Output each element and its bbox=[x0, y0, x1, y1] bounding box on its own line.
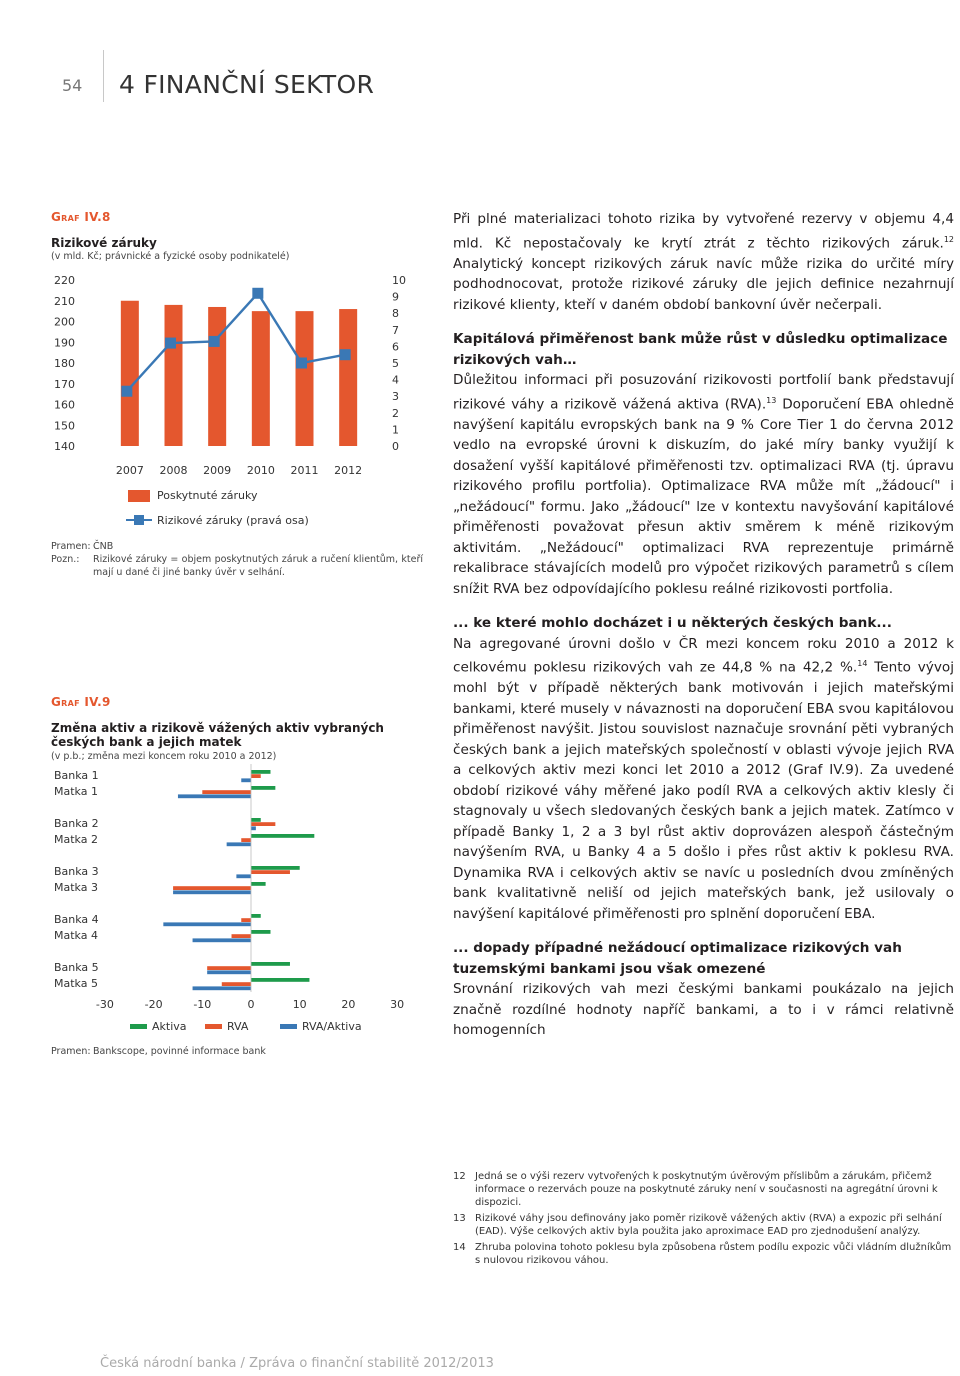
change-bar bbox=[241, 838, 251, 842]
graf1-label: Graf IV.8 bbox=[51, 210, 111, 224]
risk-guarantee-marker bbox=[296, 358, 307, 369]
y-tick-label: 220 bbox=[54, 274, 75, 287]
y-tick-label: 150 bbox=[54, 419, 75, 433]
risk-guarantee-marker bbox=[121, 386, 132, 397]
legend-label: Aktiva bbox=[152, 1020, 187, 1033]
x-tick-label: 20 bbox=[341, 998, 356, 1011]
graf2-source: Bankscope, povinné informace bank bbox=[93, 1046, 266, 1057]
x-tick-label: 2011 bbox=[290, 464, 319, 477]
change-bar bbox=[163, 922, 251, 926]
footnote-14: 14 Zhruba polovina tohoto poklesu byla způsobena růstem podílu expozic vůči vládním dlužníkům s nulovou rizikovou váhou. bbox=[453, 1242, 952, 1266]
change-bar bbox=[207, 970, 251, 974]
change-bar bbox=[241, 778, 251, 782]
bank-category-label: Matka 5 bbox=[54, 977, 98, 990]
bank-category-label: Matka 1 bbox=[54, 785, 98, 798]
graf2-subtitle: (v p.b.; změna mezi koncem roku 2010 a 2012) bbox=[51, 751, 277, 762]
change-bar bbox=[251, 834, 314, 838]
bank-category-label: Banka 3 bbox=[54, 865, 99, 878]
footnote-12: 12 Jedná se o výši rezerv vytvořených k poskytnutým úvěrovým příslibům a zárukám, přičemž informace o rezervách pouze na poskytnuté záruky není v současnosti na agregátní úrovni k dispozici. bbox=[453, 1171, 938, 1208]
bank-category-label: Banka 1 bbox=[54, 769, 99, 782]
change-bar bbox=[173, 886, 251, 890]
legend-swatch bbox=[280, 1024, 297, 1029]
change-bar bbox=[193, 986, 251, 990]
section-title: 4 FINANČNÍ SEKTOR bbox=[119, 70, 375, 99]
change-bar bbox=[193, 938, 251, 942]
rva-change-chart bbox=[40, 760, 420, 1018]
guarantee-bar bbox=[165, 305, 183, 446]
graf1-subtitle: (v mld. Kč; právnické a fyzické osoby podnikatelé) bbox=[51, 251, 290, 262]
y-tick-label: 210 bbox=[54, 294, 75, 308]
x-tick-label: -30 bbox=[95, 998, 114, 1011]
change-bar bbox=[251, 870, 290, 874]
paragraph-4: Srovnání rizikových vah mezi českými bankami poukázalo na jejich značně rozdílné hodnoty napříč bankami, a to i v rámci relativně homogenních bbox=[453, 981, 954, 1039]
change-bar bbox=[251, 774, 261, 778]
change-bar bbox=[202, 790, 251, 794]
legend-swatch bbox=[130, 1024, 147, 1029]
y-tick-label: 170 bbox=[54, 377, 75, 391]
change-bar bbox=[251, 962, 290, 966]
bank-category-label: Matka 4 bbox=[54, 929, 98, 942]
y2-tick-label: 2 bbox=[392, 406, 399, 420]
change-bar bbox=[251, 978, 309, 982]
change-bar bbox=[227, 842, 251, 846]
graf2-label: Graf IV.9 bbox=[51, 695, 111, 709]
legend-item bbox=[130, 1020, 187, 1033]
paragraph-2: Důležitou informaci při posuzování rizikovosti portfolií bank představují rizikové váhy a rizikově vážená aktiva (RVA).$^{13}$ Doporučení EBA ohledně navýšení kapitálu evropských bank na 9 % Core Tier 1 do června 2012 vedlo na evropské úrovni k diskuzím, do jaké míry banky využijí k dosažení vyšší kapitálové přiměřenosti tzv. optimalizaci RVA (tj. úpravu rizikového profilu portfolia). Optimalizace RVA může mít „žádoucí" i „nežádoucí" formu. Jako „žádoucí" lze v kontextu navyšování kapitálové přiměřenosti považovat přesun aktiv směrem k méně rizikovým aktivitám. „Nežádoucí" optimalizaci RVA reprezentuje primárně rekalibrace stávajících modelů pro výpočet rizikových parametrů s cílem snížit RVA bez odpovídajícího poklesu reálné rizikovosti portfolia. bbox=[453, 372, 954, 597]
y2-tick-label: 1 bbox=[392, 423, 399, 437]
y2-tick-label: 4 bbox=[392, 373, 399, 387]
legend-label: RVA bbox=[227, 1020, 249, 1033]
change-bar bbox=[251, 818, 261, 822]
bank-category-label: Banka 4 bbox=[54, 913, 99, 926]
change-bar bbox=[251, 786, 275, 790]
y2-tick-label: 8 bbox=[392, 307, 399, 321]
graf2-title: Změna aktiv a rizikově vážených aktiv vybraných českých bank a jejich matek bbox=[51, 721, 384, 749]
graf1-note: Rizikové záruky = objem poskytnutých záruk a ručení klientům, kteří mají u dané či jiné banky úvěr v selhání. bbox=[93, 554, 423, 578]
change-bar bbox=[173, 890, 251, 894]
legend-bar-label: Poskytnuté záruky bbox=[157, 489, 258, 502]
y-tick-label: 160 bbox=[54, 398, 75, 412]
header-divider bbox=[103, 50, 104, 102]
legend-line-swatch bbox=[126, 513, 152, 527]
graf1-source-label: Pramen: bbox=[51, 541, 91, 552]
change-bar bbox=[251, 930, 270, 934]
footnote-13: 13 Rizikové váhy jsou definovány jako poměr rizikově vážených aktiv (RVA) a expozic při selhání (EAD). Výše celkových aktiv byla použita jako aproximace EAD pro zjednodušení analýzy. bbox=[453, 1213, 942, 1237]
bank-category-label: Banka 2 bbox=[54, 817, 99, 830]
change-bar bbox=[251, 882, 266, 886]
bank-category-label: Matka 3 bbox=[54, 881, 98, 894]
x-tick-label: 2007 bbox=[115, 464, 144, 477]
bank-category-label: Banka 5 bbox=[54, 961, 99, 974]
guarantees-chart bbox=[40, 270, 430, 485]
guarantee-bar bbox=[252, 311, 270, 446]
change-bar bbox=[222, 982, 251, 986]
graf1-title: Rizikové záruky bbox=[51, 236, 157, 250]
guarantee-bar bbox=[296, 311, 314, 446]
change-bar bbox=[251, 770, 270, 774]
change-bar bbox=[241, 918, 251, 922]
x-tick-label: -10 bbox=[193, 998, 212, 1011]
page-footer: Česká národní banka / Zpráva o finanční stabilitě 2012/2013 bbox=[100, 1356, 494, 1371]
graf2-legend bbox=[130, 1020, 390, 1036]
y2-tick-label: 9 bbox=[392, 290, 399, 304]
x-tick-label: 2012 bbox=[334, 464, 363, 477]
guarantee-bar bbox=[339, 309, 357, 446]
paragraph-1: Při plné materializaci tohoto rizika by vytvořené rezervy v objemu 4,4 mld. Kč nepostačovaly ke krytí ztrát z těchto rizikových záruk.$^{12}$ Analytický koncept rizikových záruk navíc může rizika do určité míry podhodnocovat, protože rizikové záruky dle jejich definice nezahrnují rizikové klienty, kteří v daném období bankovní úvěr nečerpali. bbox=[453, 211, 954, 313]
risk-guarantee-marker bbox=[340, 349, 351, 360]
risk-guarantee-marker bbox=[209, 336, 220, 347]
graf2-source-label: Pramen: bbox=[51, 1046, 91, 1057]
y2-tick-label: 5 bbox=[392, 357, 399, 370]
heading-2: ... ke které mohlo docházet i u některých českých bank... bbox=[453, 615, 892, 632]
y2-tick-label: 6 bbox=[392, 340, 399, 354]
y2-tick-label: 10 bbox=[392, 274, 406, 287]
change-bar bbox=[251, 822, 275, 826]
y-tick-label: 180 bbox=[54, 357, 75, 370]
y2-tick-label: 3 bbox=[392, 390, 399, 404]
y2-tick-label: 7 bbox=[392, 323, 399, 337]
legend-swatch bbox=[205, 1024, 222, 1029]
change-bar bbox=[251, 914, 261, 918]
right-column bbox=[453, 209, 954, 1041]
graf1-note-label: Pozn.: bbox=[51, 554, 80, 565]
x-tick-label: 2009 bbox=[203, 464, 232, 477]
legend-label: RVA/Aktiva bbox=[302, 1020, 362, 1033]
legend-item bbox=[205, 1020, 248, 1033]
graf1-source: ČNB bbox=[93, 541, 114, 552]
x-tick-label: 30 bbox=[390, 998, 405, 1011]
risk-guarantee-marker bbox=[165, 338, 176, 349]
change-bar bbox=[251, 826, 256, 830]
paragraph-3: Na agregované úrovni došlo v ČR mezi koncem roku 2010 a 2012 k celkovému poklesu rizikových vah ze 44,8 % na 42,2 %.$^{14}$ Tento vývoj mohl být v případě některých bank motivován i jejich mateřskými bankami, které musely v návaznosti na doporučení EBA svou kapitálovou přiměřenost navýšit. Jistou souvislost naznačuje srovnání pěti vybraných českých bank a jejich mateřských společností v oblasti vývoje jejich RVA a celkových aktiv mezi konci let 2010 a 2012 (Graf IV.9). Za uvedené období rizikové váhy měřené jako podíl RVA a celkových aktiv klesly či stagnovaly u všech sledovaných českých bank a jejich matek. Zatímco v případě Banky 1, 2 a 3 byl růst aktiv doprovázen alespoň částečným navýšením RVA, u Banky 4 a 5 došlo i přes růst aktiv k poklesu RVA. Dynamika RVA i celkových aktiv se navíc u posledních dvou zmíněných bank kvalitativně neliší od jejich mateřských bank, jež usilovaly o navýšení kapitálové přiměřenosti pro splnění doporučení EBA. bbox=[453, 635, 954, 922]
legend-line-label: Rizikové záruky (pravá osa) bbox=[157, 514, 309, 527]
guarantee-bar bbox=[121, 301, 139, 446]
x-tick-label: 2010 bbox=[246, 464, 275, 477]
page-number: 54 bbox=[62, 76, 83, 95]
change-bar bbox=[178, 794, 251, 798]
heading-1: Kapitálová přiměřenost bank může růst v důsledku optimalizace rizikových vah… bbox=[453, 331, 948, 368]
x-tick-label: -20 bbox=[144, 998, 163, 1011]
heading-3: ... dopady případné nežádoucí optimalizace rizikových vah tuzemskými bankami jsou však omezené bbox=[453, 940, 902, 977]
bank-category-label: Matka 2 bbox=[54, 833, 98, 846]
footnotes bbox=[453, 1170, 955, 1267]
x-tick-label: 10 bbox=[292, 998, 307, 1011]
y-tick-label: 190 bbox=[54, 336, 75, 350]
guarantee-bar bbox=[208, 307, 226, 446]
y-tick-label: 140 bbox=[54, 440, 75, 453]
y2-tick-label: 0 bbox=[392, 440, 399, 453]
risk-guarantee-marker bbox=[252, 288, 263, 299]
y-tick-label: 200 bbox=[54, 315, 75, 329]
change-bar bbox=[236, 874, 251, 878]
x-tick-label: 2008 bbox=[159, 464, 188, 477]
legend-item bbox=[280, 1020, 362, 1033]
change-bar bbox=[207, 966, 251, 970]
change-bar bbox=[251, 866, 300, 870]
change-bar bbox=[232, 934, 251, 938]
x-tick-label: 0 bbox=[247, 998, 255, 1011]
legend-bar-swatch bbox=[128, 490, 150, 502]
